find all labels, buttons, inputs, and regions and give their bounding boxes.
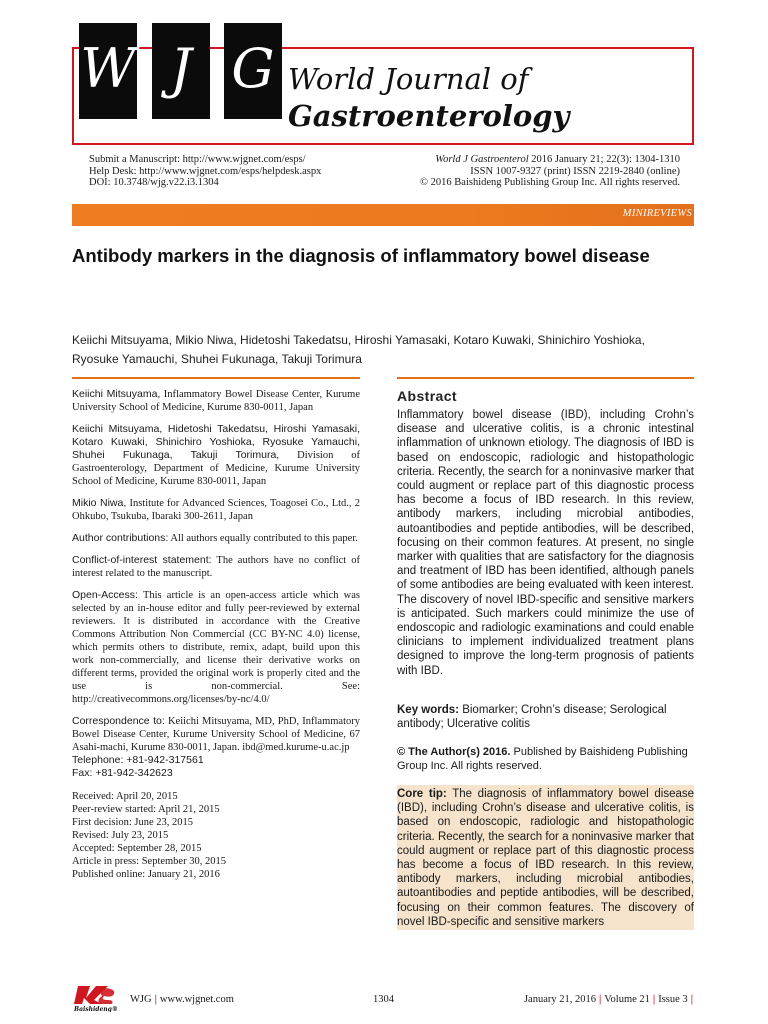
- affiliation-2-authors: Keiichi Mitsuyama, Hidetoshi Takedatsu, Hiroshi Yamasaki, Kotaro Kuwaki, Shinichiro Yoshioka, Ryosuke Yamauchi, Shuhei Fukunaga, Takuji Torimura,: [72, 423, 360, 461]
- divider-left: [72, 377, 360, 379]
- history-revised: Revised: July 23, 2015: [72, 830, 169, 841]
- keywords: [397, 703, 694, 731]
- author-contributions-text: All authors equally contributed to this paper.: [168, 533, 358, 544]
- copyright-text: Published by Baishideng Publishing Group Inc. All rights reserved.: [397, 746, 688, 772]
- logo-letter-g: G: [224, 23, 282, 119]
- citation-journal: World J Gastroenterol: [435, 154, 529, 165]
- footer-issue-info: January 21, 2016 | Volume 21 | Issue 3 |: [523, 994, 693, 1005]
- telephone: Telephone: +81-942-317561: [72, 754, 204, 766]
- logo-letter-w: W: [79, 23, 137, 119]
- history-in-press: Article in press: September 30, 2015: [72, 856, 226, 867]
- history-first-decision: First decision: June 23, 2015: [72, 817, 194, 828]
- footer-volume: Volume 21: [604, 994, 650, 1005]
- article-title: Antibody markers in the diagnosis of inflammatory bowel disease: [72, 245, 650, 266]
- affiliation-1: [72, 388, 360, 414]
- authors-line-1: Keiichi Mitsuyama, Mikio Niwa, Hidetoshi Takedatsu, Hiroshi Yamasaki, Kotaro Kuwaki, Shinichiro Yoshioka,: [72, 333, 645, 347]
- history-accepted: Accepted: September 28, 2015: [72, 843, 202, 854]
- affiliation-1-institution: Inflammatory Bowel Disease Center, Kurume University School of Medicine, Kurume 830-0011, Japan: [72, 389, 360, 413]
- copyright-holder: © The Author(s) 2016.: [397, 746, 511, 758]
- footer-date: January 21, 2016: [523, 994, 596, 1005]
- publisher-logo-icon: [72, 984, 120, 1012]
- affiliation-3-authors: Mikio Niwa,: [72, 497, 127, 509]
- copyright-block: [397, 745, 694, 773]
- abstract-heading: Abstract: [397, 388, 457, 404]
- page-number: 1304: [373, 994, 394, 1005]
- open-access-text: This article is an open-access article which was selected by an in-house editor and fully peer-reviewed by external reviewers. It is distributed in accordance with the Creative Commons Attribution Non Commercial (CC BY-NC 4.0) license, which permits others to distribute, remix, adapt, build upon this work non-commercially, and license their derivative works on different terms, provided the original work is properly cited and the use is non-commercial. See: http://creativecommons.org/licenses/by-nc/4.0/: [72, 590, 360, 705]
- keywords-label: Key words:: [397, 704, 459, 716]
- abstract-text: Inflammatory bowel disease (IBD), including Crohn’s disease and ulcerative colitis, is a chronic intestinal inflammation of unknown etiology. The diagnosis of IBD is based on endoscopic, radiologic and histopathologic criteria. Recently, the search for a noninvasive marker that could augment or replace part of this diagnostic process has become a focus of IBD research. In this review, antibody markers, including microbial antibodies, autoantibodies and peptide antibodies, will be described, focusing on their common features. At present, no single marker with qualities that are satisfactory for the diagnosis and treatment of IBD has been identified, although panels of some antibodies are being evaluated with keen interest. The discovery of novel IBD-specific and sensitive markers is anticipated. Such markers could minimize the use of endoscopic and radiologic examinations and could enable clinicians to implement individualized treatment plans designed to improve the long-term prognosis of patients with IBD.: [397, 409, 694, 677]
- logo-letter-j: J: [152, 23, 210, 119]
- doi[interactable]: DOI: 10.3748/wjg.v22.i3.1304: [89, 177, 219, 188]
- open-access-label: Open-Access:: [72, 589, 138, 601]
- core-tip: [397, 787, 694, 929]
- article-history: [72, 790, 360, 881]
- contact-lines: [72, 754, 360, 780]
- keywords-text: Biomarker; Crohn’s disease; Serological antibody; Ulcerative colitis: [397, 704, 667, 731]
- header-copyright: © 2016 Baishideng Publishing Group Inc. All rights reserved.: [420, 177, 680, 188]
- conflict-statement: [72, 554, 360, 580]
- svg-text:Baishideng®: Baishideng®: [74, 1006, 118, 1012]
- help-desk-link[interactable]: Help Desk: http://www.wjgnet.com/esps/helpdesk.aspx: [89, 165, 322, 177]
- affiliation-1-authors: Keiichi Mitsuyama,: [72, 388, 161, 400]
- authors-line-2: Ryosuke Yamauchi, Shuhei Fukunaga, Takuji Torimura: [72, 352, 362, 366]
- correspondence-label: Correspondence to:: [72, 715, 165, 727]
- open-access: [72, 589, 360, 706]
- history-published: Published online: January 21, 2016: [72, 869, 220, 880]
- submit-link[interactable]: Submit a Manuscript: http://www.wjgnet.com/esps/: [89, 154, 306, 165]
- affiliation-3: [72, 497, 360, 523]
- left-column: [72, 388, 360, 890]
- fax: Fax: +81-942-342623: [72, 767, 173, 779]
- affiliation-2-institution: Division of Gastroenterology, Department of Medicine, Kurume University School of Medicine, Kurume 830-0011, Japan: [72, 450, 360, 487]
- journal-name-line2: Gastroenterology: [288, 99, 570, 133]
- affiliation-2: [72, 423, 360, 488]
- affiliation-3-institution: Institute for Advanced Sciences, Toagosei Co., Ltd., 2 Ohkubo, Tsukuba, Ibaraki 300-2611, Japan: [72, 498, 360, 522]
- core-tip-text: The diagnosis of inflammatory bowel disease (IBD), including Crohn’s disease and ulcerative colitis, is based on endoscopic, radiologic and histopathologic criteria. Recently, the search for a noninvasive marker that could augment or replace part of this diagnostic process has become a focus of IBD research. In this review, antibody markers, including microbial antibodies, autoantibodies and peptide antibodies, will be described, focusing on their common features. The discovery of novel IBD-specific and sensitive markers: [397, 788, 695, 928]
- history-peer-review: Peer-review started: April 21, 2015: [72, 804, 220, 815]
- journal-name-line1: World Journal of: [288, 62, 529, 96]
- footer-website-link[interactable]: www.wjgnet.com: [159, 994, 234, 1005]
- footer-issue: Issue 3: [658, 994, 688, 1005]
- citation: [420, 154, 680, 166]
- citation-details: 2016 January 21; 22(3): 1304-1310: [531, 154, 680, 165]
- header-meta-left: [89, 154, 321, 189]
- section-bar: [72, 204, 694, 226]
- history-received: Received: April 20, 2015: [72, 791, 178, 802]
- author-list: [72, 331, 694, 369]
- divider-right: [397, 377, 694, 379]
- core-tip-label: Core tip:: [397, 788, 447, 800]
- publisher-logo: [72, 984, 120, 1017]
- issn: ISSN 1007-9327 (print) ISSN 2219-2840 (online): [470, 165, 680, 177]
- conflict-text: The authors have no conflict of interest related to the manuscript.: [72, 555, 360, 579]
- author-contributions: [72, 532, 360, 545]
- conflict-label: Conflict-of-interest statement:: [72, 554, 212, 566]
- footer-journal-abbr: WJG: [130, 994, 152, 1005]
- section-label: MINIREVIEWS: [622, 208, 692, 219]
- author-contributions-label: Author contributions:: [72, 532, 169, 544]
- footer-journal: WJG | www.wjgnet.com: [130, 994, 234, 1005]
- correspondence: [72, 715, 360, 754]
- header-meta-right: [420, 154, 680, 189]
- correspondence-text: Keiichi Mitsuyama, MD, PhD, Inflammatory Bowel Disease Center, Kurume University School of Medicine, 67 Asahi-machi, Kurume 830-0011, Japan. ibd@med.kurume-u.ac.jp: [72, 716, 360, 753]
